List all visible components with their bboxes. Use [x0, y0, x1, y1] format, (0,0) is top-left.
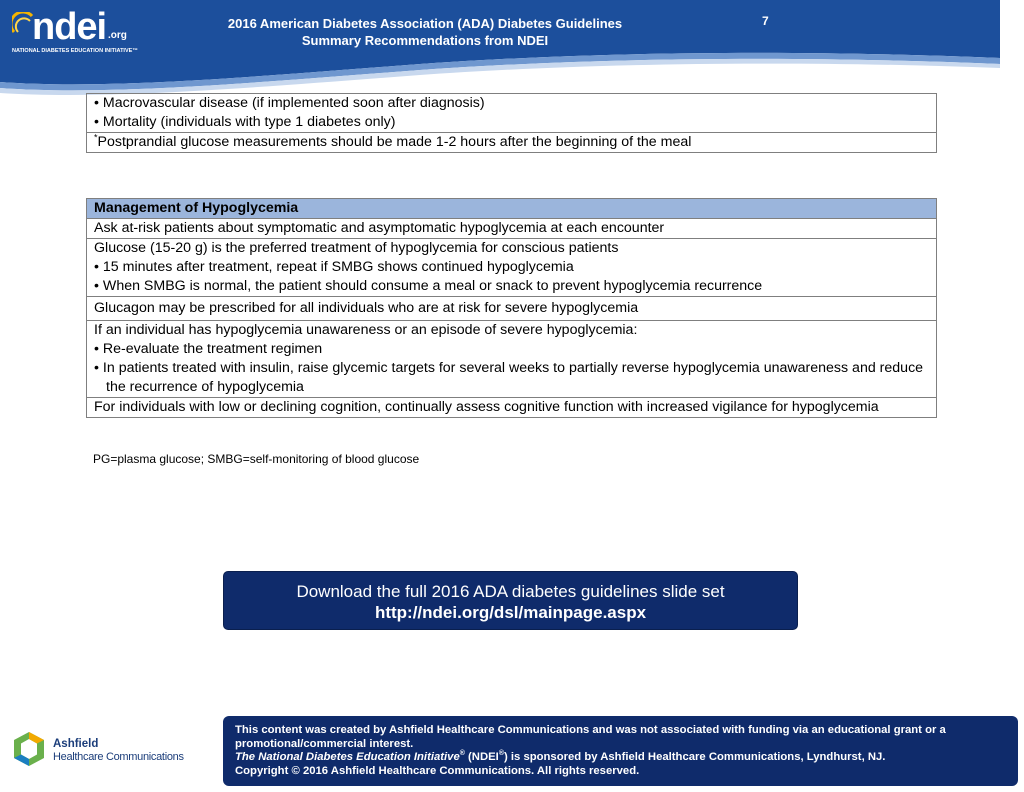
page-title — [180, 15, 670, 49]
table-row — [87, 297, 937, 321]
table-cell — [87, 239, 937, 297]
row-intro: If an individual has hypoglycemia unawareness or an episode of severe hypoglycemia: — [94, 322, 638, 338]
table-row — [87, 321, 937, 398]
disclaimer-line: This content was created by Ashfield Healthcare Communications and was not associated with funding via an educational grant or a promotional/commercial interest. — [235, 724, 946, 750]
sun-icon — [12, 12, 34, 34]
list-item: • Mortality (individuals with type 1 diabetes only) — [94, 113, 929, 132]
sponsor-line — [235, 751, 1006, 765]
list-item: • Re-evaluate the treatment regimen — [94, 340, 929, 359]
logo-org: .org — [108, 30, 127, 41]
title-line-2: Summary Recommendations from NDEI — [301, 33, 549, 48]
ndei-logo — [12, 8, 142, 58]
list-item: • Macrovascular disease (if implemented soon after diagnosis) — [94, 94, 929, 113]
list-item: • In patients treated with insulin, raise glycemic targets for several weeks to partially reverse hypoglycemia unawareness and reduce the recurrence of hypoglycemia — [94, 359, 929, 397]
table-row — [87, 133, 937, 153]
table-row — [87, 94, 937, 133]
table-row — [87, 239, 937, 297]
table-cell — [87, 321, 937, 398]
table-cell — [87, 133, 937, 153]
list-item: • When SMBG is normal, the patient should consume a meal or snack to prevent hypoglycemia recurrence — [94, 277, 929, 296]
footer-disclaimer — [223, 716, 1018, 786]
table-heading: Management of Hypoglycemia — [87, 199, 937, 219]
page-number: 7 — [762, 14, 769, 28]
footnote-marker: * — [94, 132, 98, 143]
abbreviations-note: PG=plasma glucose; SMBG=self-monitoring of blood glucose — [93, 452, 420, 466]
hypoglycemia-table — [86, 198, 937, 418]
table-row — [87, 398, 937, 418]
sponsor-text: (NDEI — [464, 751, 499, 763]
title-line-1: 2016 American Diabetes Association (ADA) Diabetes Guidelines — [227, 16, 623, 31]
registered-mark: ® — [459, 750, 465, 758]
list-item: • 15 minutes after treatment, repeat if SMBG shows continued hypoglycemia — [94, 258, 929, 277]
company-division: Healthcare Communications — [53, 751, 184, 763]
sponsor-text: ) is sponsored by Ashfield Healthcare Communications, Lyndhurst, NJ. — [503, 751, 886, 763]
table-row — [87, 219, 937, 239]
logo-subtitle: NATIONAL DIABETES EDUCATION INITIATIVE™ — [12, 48, 138, 54]
copyright-line: Copyright © 2016 Ashfield Healthcare Communications. All rights reserved. — [235, 764, 640, 777]
footnote-text: Postprandial glucose measurements should be made 1-2 hours after the beginning of the meal — [97, 134, 692, 150]
ashfield-mark-icon — [10, 730, 48, 768]
table-cell: Glucagon may be prescribed for all individuals who are at risk for severe hypoglycemia — [87, 297, 937, 321]
row-intro: Glucose (15-20 g) is the preferred treatment of hypoglycemia for conscious patients — [94, 240, 619, 256]
table-header-row — [87, 199, 937, 219]
logo-wordmark: ndei — [32, 6, 107, 48]
ashfield-logo — [10, 730, 185, 770]
initiative-name: The National Diabetes Education Initiative — [235, 751, 460, 763]
page-header — [0, 0, 1024, 100]
table-cell: Ask at-risk patients about symptomatic and asymptomatic hypoglycemia at each encounter — [87, 219, 937, 239]
table-cell: For individuals with low or declining cognition, continually assess cognitive function with increased vigilance for hypoglycemia — [87, 398, 937, 418]
registered-mark: ® — [498, 750, 504, 758]
continued-table — [86, 93, 937, 153]
company-name: Ashfield — [53, 738, 99, 750]
download-link[interactable]: http://ndei.org/dsl/mainpage.aspx — [374, 603, 647, 622]
table-cell — [87, 94, 937, 133]
download-text: Download the full 2016 ADA diabetes guidelines slide set — [296, 582, 725, 601]
download-banner — [223, 571, 798, 630]
